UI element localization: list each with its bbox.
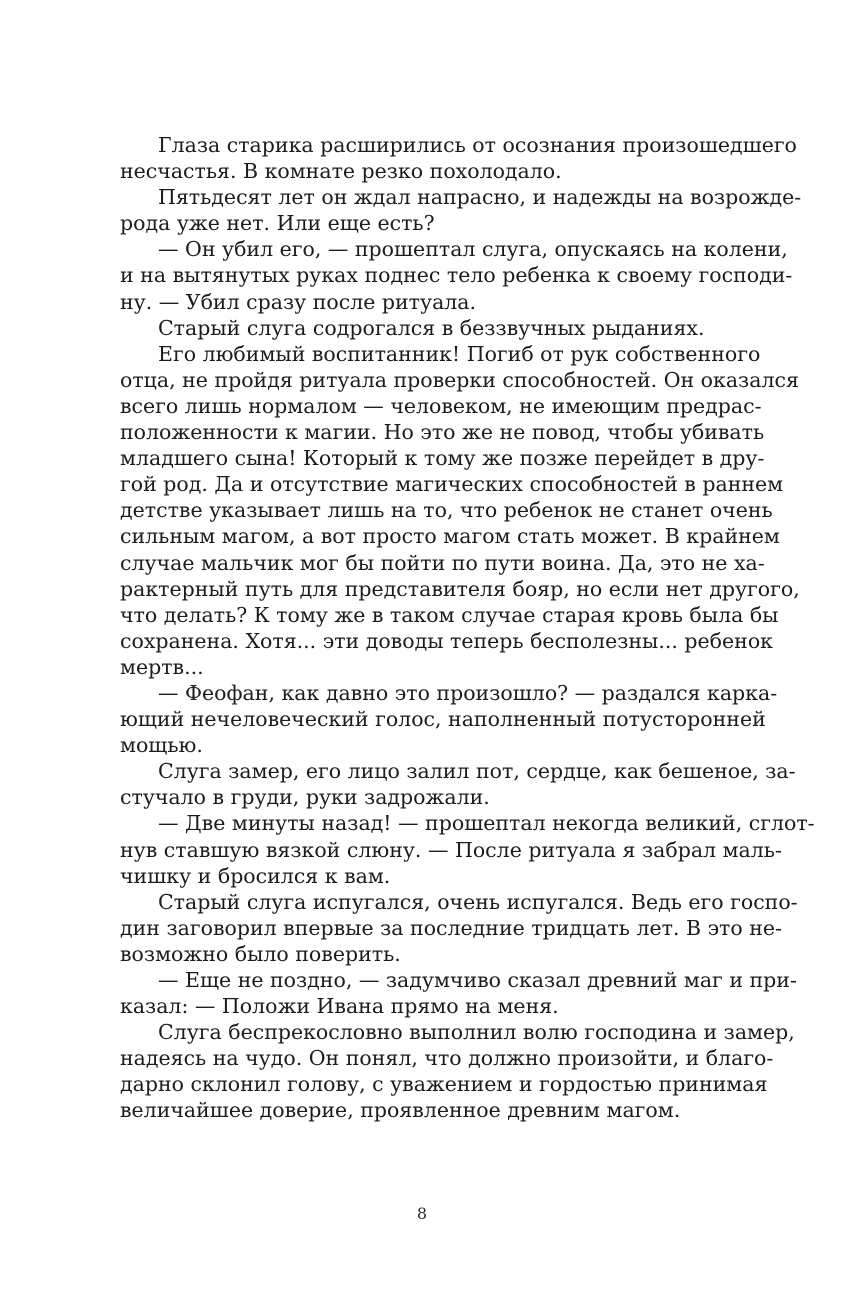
text-line: детстве указывает лишь на то, что ребенок не станет очень <box>120 498 773 523</box>
text-line: дин заговорил впервые за последние тридцать лет. В это не- <box>120 915 782 940</box>
text-line: что делать? К тому же в таком случае старая кровь была бы <box>120 602 779 627</box>
text-line: младшего сына! Который к тому же позже перейдет в дру- <box>120 446 765 471</box>
text-line: чишку и бросился к вам. <box>120 863 391 888</box>
text-line: — Феофан, как давно это произошло? — раздался карка- <box>158 680 778 705</box>
text-line: — Еще не поздно, — задумчиво сказал древний маг и при- <box>158 968 797 992</box>
text-line: и на вытянутых руках поднес тело ребенка к своему господи- <box>120 263 793 288</box>
text-line: мертв... <box>120 654 204 679</box>
text-line: ющий нечеловеческий голос, наполненный потусторонней <box>120 707 766 732</box>
text-line: Старый слуга испугался, очень испугался. Ведь его госпо- <box>158 889 798 914</box>
text-line: рактерный путь для представителя бояр, но если нет другого, <box>120 576 800 601</box>
text-line: сильным магом, а вот просто магом стать может. В крайнем <box>120 524 780 549</box>
text-line: дарно склонил голову, с уважением и гордостью принимая <box>120 1072 768 1097</box>
page-number: 8 <box>416 1204 428 1223</box>
text-line: случае мальчик мог бы пойти по пути воина. Да, это не ха- <box>120 550 765 575</box>
text-line: возможно было поверить. <box>120 941 401 966</box>
text-line: — Он убил его, — прошептал слуга, опускаясь на колени, <box>158 237 788 262</box>
text-line: стучало в груди, руки задрожали. <box>120 785 490 810</box>
text-line: отца, не пройдя ритуала проверки способностей. Он оказался <box>120 367 799 392</box>
text-line: ну. — Убил сразу после ритуала. <box>120 289 477 314</box>
text-line: Слуга замер, его лицо залил пот, сердце, как бешеное, за- <box>158 759 796 784</box>
text-line: величайшее доверие, проявленное древним магом. <box>120 1098 681 1123</box>
text-line: казал: — Положи Ивана прямо на меня. <box>120 994 559 1019</box>
text-line: мощью. <box>120 733 203 758</box>
text-line: надеясь на чудо. Он понял, что должно произойти, и благо- <box>120 1046 774 1071</box>
text-line: гой род. Да и отсутствие магических способностей в раннем <box>120 472 784 497</box>
text-line: Слуга беспрекословно выполнил волю господина и замер, <box>158 1020 795 1045</box>
text-line: положенности к магии. Но это же не повод, чтобы убивать <box>120 420 765 445</box>
text-line: нув ставшую вязкой слюну. — После ритуала я забрал маль- <box>120 837 782 862</box>
text-line: Его любимый воспитанник! Погиб от рук собственного <box>158 341 761 366</box>
text-line: Старый слуга содрогался в беззвучных рыданиях. <box>158 315 705 340</box>
text-line: Пятьдесят лет он ждал напрасно, и надежды на возрожде- <box>158 185 802 210</box>
text-line: всего лишь нормалом — человеком, не имеющим предрас- <box>120 393 762 418</box>
page-body-text <box>120 132 815 1124</box>
text-line: — Две минуты назад! — прошептал некогда великий, сглот- <box>158 811 815 836</box>
text-line: Глаза старика расширились от осознания произошедшего <box>158 133 797 157</box>
text-line: рода уже нет. Или еще есть? <box>120 211 435 236</box>
text-line: несчастья. В комнате резко похолодало. <box>120 159 562 184</box>
text-line: сохранена. Хотя... эти доводы теперь бесполезны... ребенок <box>120 628 773 653</box>
